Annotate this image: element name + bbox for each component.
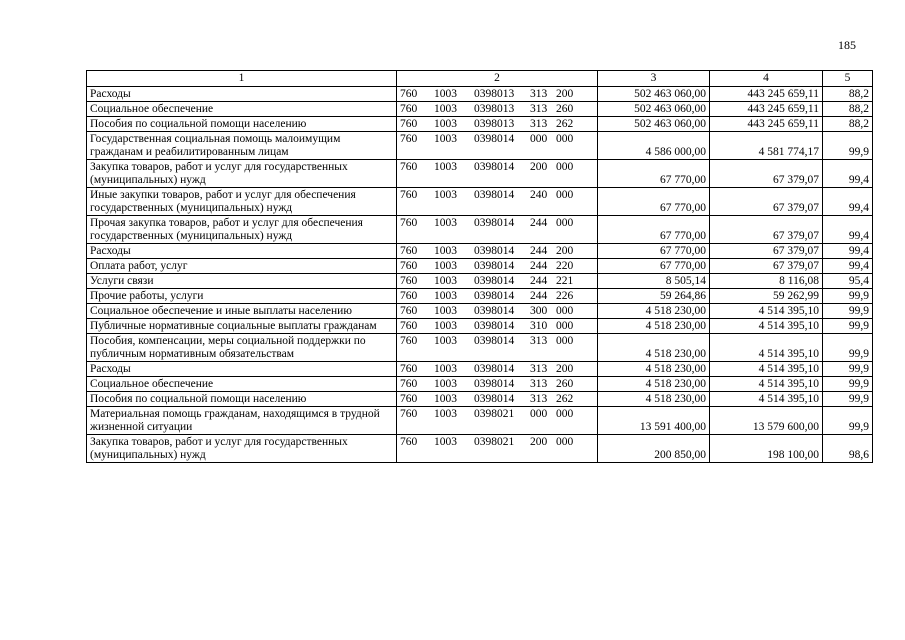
table-row (87, 102, 873, 117)
row-code-part: 200 (530, 436, 548, 448)
row-code-part: 1003 (434, 290, 457, 302)
table-body (87, 87, 873, 463)
row-code-part: 313 (530, 103, 548, 115)
row-code-part: 1003 (434, 408, 457, 420)
row-percent: 99,9 (823, 377, 873, 392)
header-col-4: 4 (710, 71, 823, 87)
row-code-part: 260 (556, 378, 574, 390)
row-codes (397, 435, 598, 463)
row-code-part: 313 (530, 363, 548, 375)
row-percent: 98,6 (823, 435, 873, 463)
table-row (87, 87, 873, 102)
row-code-part: 0398014 (474, 133, 515, 145)
row-code-part: 1003 (434, 378, 457, 390)
row-code-part: 1003 (434, 161, 457, 173)
row-percent: 99,9 (823, 289, 873, 304)
row-code-part: 0398014 (474, 335, 515, 347)
row-code-part: 221 (556, 275, 574, 287)
table-row (87, 216, 873, 244)
row-percent: 99,4 (823, 244, 873, 259)
table-row (87, 304, 873, 319)
table-row (87, 319, 873, 334)
row-name: Оплата работ, услуг (87, 259, 397, 274)
row-code-part: 760 (400, 161, 418, 173)
row-code-part: 244 (530, 275, 548, 287)
row-percent: 99,4 (823, 188, 873, 216)
page-number: 185 (838, 38, 856, 52)
table-row (87, 334, 873, 362)
row-name: Расходы (87, 362, 397, 377)
row-code-part: 1003 (434, 189, 457, 201)
row-name: Прочие работы, услуги (87, 289, 397, 304)
row-codes (397, 392, 598, 407)
row-planned: 200 850,00 (598, 435, 710, 463)
row-percent: 99,9 (823, 132, 873, 160)
row-code-part: 313 (530, 378, 548, 390)
row-code-part: 0398021 (474, 408, 515, 420)
header-col-3: 3 (598, 71, 710, 87)
row-code-part: 760 (400, 275, 418, 287)
row-codes (397, 132, 598, 160)
table-row (87, 289, 873, 304)
row-actual: 4 514 395,10 (710, 377, 823, 392)
row-planned: 67 770,00 (598, 244, 710, 259)
row-code-part: 760 (400, 378, 418, 390)
row-code-part: 1003 (434, 436, 457, 448)
row-code-part: 1003 (434, 260, 457, 272)
header-row (87, 71, 873, 87)
table-row (87, 435, 873, 463)
row-code-part: 1003 (434, 118, 457, 130)
row-code-part: 1003 (434, 217, 457, 229)
row-code-part: 1003 (434, 335, 457, 347)
row-code-part: 1003 (434, 103, 457, 115)
row-percent: 99,9 (823, 334, 873, 362)
row-code-part: 240 (530, 189, 548, 201)
row-percent: 88,2 (823, 102, 873, 117)
row-code-part: 760 (400, 363, 418, 375)
row-percent: 99,9 (823, 304, 873, 319)
row-code-part: 1003 (434, 305, 457, 317)
row-planned: 13 591 400,00 (598, 407, 710, 435)
row-codes (397, 87, 598, 102)
row-code-part: 200 (556, 363, 574, 375)
header-col-5: 5 (823, 71, 873, 87)
row-planned: 4 518 230,00 (598, 334, 710, 362)
row-code-part: 313 (530, 118, 548, 130)
budget-table (86, 70, 873, 463)
row-code-part: 200 (530, 161, 548, 173)
table-row (87, 160, 873, 188)
table-row (87, 362, 873, 377)
row-name: Публичные нормативные социальные выплаты гражданам (87, 319, 397, 334)
row-code-part: 0398013 (474, 118, 515, 130)
row-name: Расходы (87, 87, 397, 102)
row-name: Пособия, компенсации, меры социальной поддержки по публичным нормативным обязательствам (87, 334, 397, 362)
row-planned: 4 518 230,00 (598, 319, 710, 334)
row-name: Закупка товаров, работ и услуг для государственных (муниципальных) нужд (87, 160, 397, 188)
row-planned: 4 518 230,00 (598, 392, 710, 407)
row-code-part: 1003 (434, 88, 457, 100)
row-code-part: 000 (556, 408, 574, 420)
row-planned: 8 505,14 (598, 274, 710, 289)
row-code-part: 760 (400, 393, 418, 405)
row-code-part: 760 (400, 245, 418, 257)
row-percent: 99,4 (823, 216, 873, 244)
row-code-part: 0398013 (474, 103, 515, 115)
row-name: Пособия по социальной помощи населению (87, 392, 397, 407)
row-code-part: 000 (556, 305, 574, 317)
row-actual: 4 514 395,10 (710, 319, 823, 334)
row-code-part: 000 (556, 436, 574, 448)
row-code-part: 760 (400, 189, 418, 201)
row-planned: 67 770,00 (598, 188, 710, 216)
row-code-part: 0398014 (474, 245, 515, 257)
row-codes (397, 407, 598, 435)
row-codes (397, 274, 598, 289)
row-name: Социальное обеспечение и иные выплаты населению (87, 304, 397, 319)
row-planned: 67 770,00 (598, 259, 710, 274)
row-codes (397, 362, 598, 377)
row-planned: 4 518 230,00 (598, 304, 710, 319)
row-actual: 67 379,07 (710, 160, 823, 188)
row-percent: 99,4 (823, 259, 873, 274)
row-percent: 99,4 (823, 160, 873, 188)
row-code-part: 310 (530, 320, 548, 332)
row-planned: 502 463 060,00 (598, 87, 710, 102)
table-header (87, 71, 873, 87)
row-actual: 67 379,07 (710, 216, 823, 244)
row-code-part: 760 (400, 305, 418, 317)
row-code-part: 760 (400, 260, 418, 272)
row-code-part: 000 (556, 161, 574, 173)
row-code-part: 220 (556, 260, 574, 272)
row-percent: 99,9 (823, 319, 873, 334)
row-code-part: 200 (556, 88, 574, 100)
row-code-part: 760 (400, 335, 418, 347)
table-row (87, 274, 873, 289)
row-planned: 4 518 230,00 (598, 377, 710, 392)
row-actual: 67 379,07 (710, 259, 823, 274)
row-name: Иные закупки товаров, работ и услуг для обеспечения государственных (муниципальных) нужд (87, 188, 397, 216)
table-row (87, 132, 873, 160)
row-codes (397, 377, 598, 392)
row-name: Прочая закупка товаров, работ и услуг для обеспечения государственных (муниципальных) нужд (87, 216, 397, 244)
row-code-part: 000 (556, 320, 574, 332)
table-row (87, 244, 873, 259)
row-code-part: 0398014 (474, 320, 515, 332)
row-actual: 8 116,08 (710, 274, 823, 289)
row-code-part: 0398014 (474, 305, 515, 317)
row-code-part: 313 (530, 335, 548, 347)
row-code-part: 0398021 (474, 436, 515, 448)
row-actual: 198 100,00 (710, 435, 823, 463)
row-actual: 4 581 774,17 (710, 132, 823, 160)
row-planned: 4 518 230,00 (598, 362, 710, 377)
row-actual: 443 245 659,11 (710, 117, 823, 132)
row-code-part: 0398014 (474, 290, 515, 302)
row-actual: 4 514 395,10 (710, 392, 823, 407)
row-actual: 59 262,99 (710, 289, 823, 304)
row-code-part: 244 (530, 260, 548, 272)
row-code-part: 226 (556, 290, 574, 302)
row-name: Социальное обеспечение (87, 377, 397, 392)
table-row (87, 407, 873, 435)
row-code-part: 244 (530, 290, 548, 302)
row-code-part: 760 (400, 118, 418, 130)
row-name: Материальная помощь гражданам, находящимся в трудной жизненной ситуации (87, 407, 397, 435)
row-code-part: 0398014 (474, 260, 515, 272)
row-planned: 502 463 060,00 (598, 117, 710, 132)
row-name: Государственная социальная помощь малоимущим гражданам и реабилитированным лицам (87, 132, 397, 160)
row-code-part: 262 (556, 118, 574, 130)
row-code-part: 0398014 (474, 189, 515, 201)
row-code-part: 760 (400, 88, 418, 100)
row-planned: 67 770,00 (598, 160, 710, 188)
row-actual: 4 514 395,10 (710, 334, 823, 362)
row-code-part: 000 (556, 217, 574, 229)
row-planned: 4 586 000,00 (598, 132, 710, 160)
row-code-part: 1003 (434, 245, 457, 257)
row-actual: 443 245 659,11 (710, 87, 823, 102)
row-percent: 88,2 (823, 87, 873, 102)
row-code-part: 262 (556, 393, 574, 405)
row-actual: 4 514 395,10 (710, 362, 823, 377)
row-code-part: 300 (530, 305, 548, 317)
row-code-part: 000 (556, 133, 574, 145)
row-codes (397, 117, 598, 132)
row-codes (397, 319, 598, 334)
row-code-part: 000 (530, 408, 548, 420)
row-code-part: 313 (530, 393, 548, 405)
row-name: Услуги связи (87, 274, 397, 289)
row-percent: 99,9 (823, 407, 873, 435)
row-code-part: 244 (530, 217, 548, 229)
row-code-part: 1003 (434, 393, 457, 405)
row-code-part: 0398014 (474, 275, 515, 287)
row-percent: 95,4 (823, 274, 873, 289)
row-code-part: 760 (400, 217, 418, 229)
row-codes (397, 304, 598, 319)
row-code-part: 000 (556, 189, 574, 201)
row-code-part: 760 (400, 320, 418, 332)
row-actual: 67 379,07 (710, 244, 823, 259)
row-name: Пособия по социальной помощи населению (87, 117, 397, 132)
table-row (87, 377, 873, 392)
row-planned: 59 264,86 (598, 289, 710, 304)
row-codes (397, 102, 598, 117)
row-actual: 443 245 659,11 (710, 102, 823, 117)
row-code-part: 760 (400, 408, 418, 420)
table-row (87, 188, 873, 216)
row-code-part: 000 (530, 133, 548, 145)
row-actual: 4 514 395,10 (710, 304, 823, 319)
row-planned: 67 770,00 (598, 216, 710, 244)
row-codes (397, 334, 598, 362)
table-row (87, 392, 873, 407)
row-codes (397, 244, 598, 259)
row-percent: 88,2 (823, 117, 873, 132)
row-actual: 13 579 600,00 (710, 407, 823, 435)
row-codes (397, 160, 598, 188)
row-code-part: 313 (530, 88, 548, 100)
row-codes (397, 259, 598, 274)
row-code-part: 760 (400, 103, 418, 115)
row-code-part: 244 (530, 245, 548, 257)
row-codes (397, 188, 598, 216)
table-row (87, 117, 873, 132)
row-name: Расходы (87, 244, 397, 259)
row-planned: 502 463 060,00 (598, 102, 710, 117)
row-code-part: 0398014 (474, 217, 515, 229)
row-code-part: 760 (400, 290, 418, 302)
row-code-part: 760 (400, 133, 418, 145)
row-name: Социальное обеспечение (87, 102, 397, 117)
row-code-part: 000 (556, 335, 574, 347)
row-percent: 99,9 (823, 362, 873, 377)
row-code-part: 0398014 (474, 378, 515, 390)
header-col-2: 2 (397, 71, 598, 87)
row-code-part: 0398014 (474, 363, 515, 375)
row-code-part: 0398014 (474, 161, 515, 173)
row-actual: 67 379,07 (710, 188, 823, 216)
row-codes (397, 289, 598, 304)
table-row (87, 259, 873, 274)
row-percent: 99,9 (823, 392, 873, 407)
row-code-part: 0398014 (474, 393, 515, 405)
row-code-part: 0398013 (474, 88, 515, 100)
header-col-1: 1 (87, 71, 397, 87)
row-code-part: 1003 (434, 363, 457, 375)
row-name: Закупка товаров, работ и услуг для государственных (муниципальных) нужд (87, 435, 397, 463)
row-code-part: 260 (556, 103, 574, 115)
row-code-part: 1003 (434, 133, 457, 145)
row-code-part: 760 (400, 436, 418, 448)
row-code-part: 1003 (434, 275, 457, 287)
row-code-part: 200 (556, 245, 574, 257)
row-code-part: 1003 (434, 320, 457, 332)
row-codes (397, 216, 598, 244)
